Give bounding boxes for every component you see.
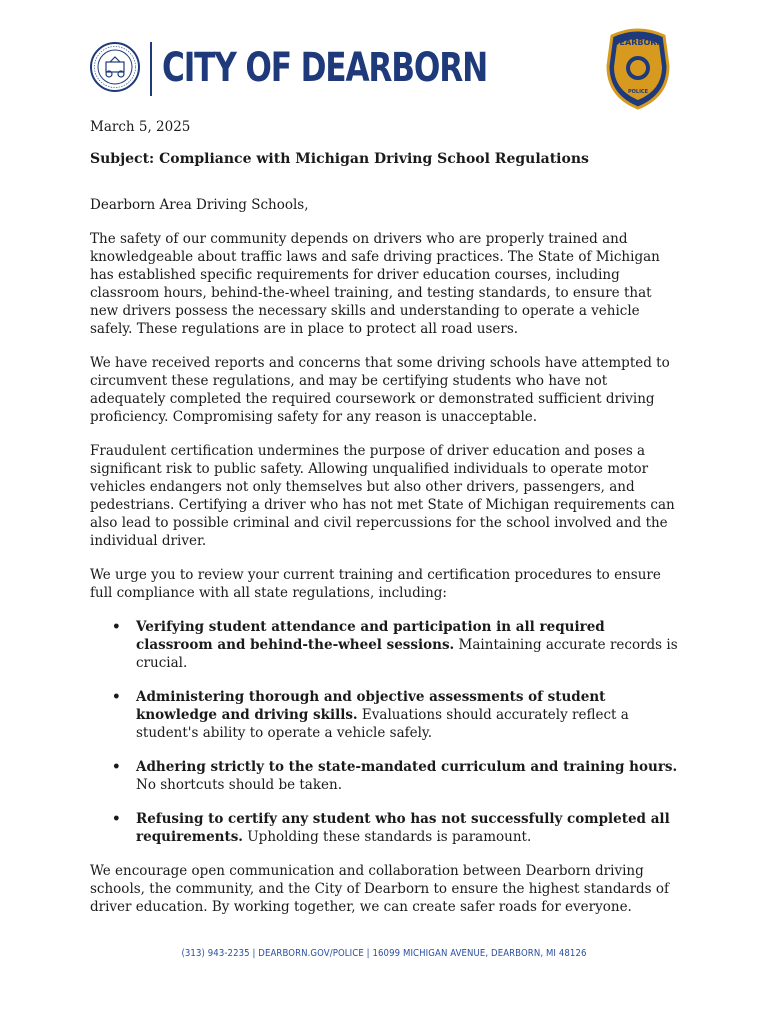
bullet-icon: • <box>112 759 121 775</box>
paragraph-3: Fraudulent certification undermines the purpose of driver education and poses a significant risk to public safety. Allowing unqualified individuals to operate motor vehicles endangers not only themselves but also other drivers, passengers, and pedestrians. Certifying a driver who has not met State of Michigan requirements can also lead to possible criminal and civil repercussions for the school involved and the individual driver. <box>90 443 675 549</box>
bullet-icon: • <box>112 689 121 705</box>
list-item <box>90 758 680 794</box>
police-badge-icon <box>604 26 672 110</box>
bullet-bold: Verifying student attendance and participation in all required classroom and behind-the-wheel sessions. <box>136 619 605 653</box>
requirements-list <box>90 618 680 846</box>
list-item <box>90 688 680 742</box>
bullet-icon: • <box>112 811 121 827</box>
bullet-bold: Adhering strictly to the state-mandated curriculum and training hours. <box>136 759 678 775</box>
footer-contact: (313) 943-2235 | DEARBORN.GOV/POLICE | 16099 MICHIGAN AVENUE, DEARBORN, MI 48126 <box>181 948 587 959</box>
paragraph-1: The safety of our community depends on drivers who are properly trained and knowledgeable about traffic laws and safe driving practices. The State of Michigan has established specific requirements for driver education courses, including classroom hours, behind-the-wheel training, and testing standards, to ensure that new drivers possess the necessary skills and understanding to operate a vehicle safely. These regulations are in place to protect all road users. <box>90 231 660 337</box>
bullet-text: Upholding these standards is paramount. <box>243 829 532 845</box>
list-item <box>90 618 680 672</box>
bullet-icon: • <box>112 619 121 635</box>
letterhead <box>88 38 688 100</box>
header-divider <box>150 42 152 96</box>
salutation: Dearborn Area Driving Schools, <box>90 197 309 213</box>
bullet-bold: Administering thorough and objective assessments of student knowledge and driving skills. <box>136 689 606 723</box>
list-item <box>90 810 680 846</box>
paragraph-2: We have received reports and concerns that some driving schools have attempted to circumvent these regulations, and may be certifying students who have not adequately completed the required coursework or demonstrated sufficient driving proficiency. Compromising safety for any reason is unacceptable. <box>90 355 670 425</box>
closing-paragraph: We encourage open communication and collaboration between Dearborn driving schools, the community, and the City of Dearborn to ensure the highest standards of driver education. By working together, we can create safer roads for everyone. <box>90 863 670 915</box>
bullet-text: Evaluations should accurately reflect a student's ability to operate a vehicle safely. <box>136 707 629 741</box>
city-name: CITY OF DEARBORN <box>162 45 488 91</box>
badge-bottom-text: POLICE <box>627 89 649 95</box>
letter-date: March 5, 2025 <box>90 119 191 135</box>
city-seal-icon <box>90 42 140 92</box>
letter-body <box>90 116 680 916</box>
paragraph-4: We urge you to review your current training and certification procedures to ensure full compliance with all state regulations, including: <box>90 567 661 601</box>
letter-subject: Subject: Compliance with Michigan Driving School Regulations <box>90 151 589 167</box>
bullet-text: No shortcuts should be taken. <box>136 777 343 793</box>
bullet-text: Maintaining accurate records is crucial. <box>136 637 678 671</box>
badge-top-text: DEARBORN <box>612 38 664 47</box>
bullet-bold: Refusing to certify any student who has not successfully completed all requirements. <box>136 811 670 845</box>
